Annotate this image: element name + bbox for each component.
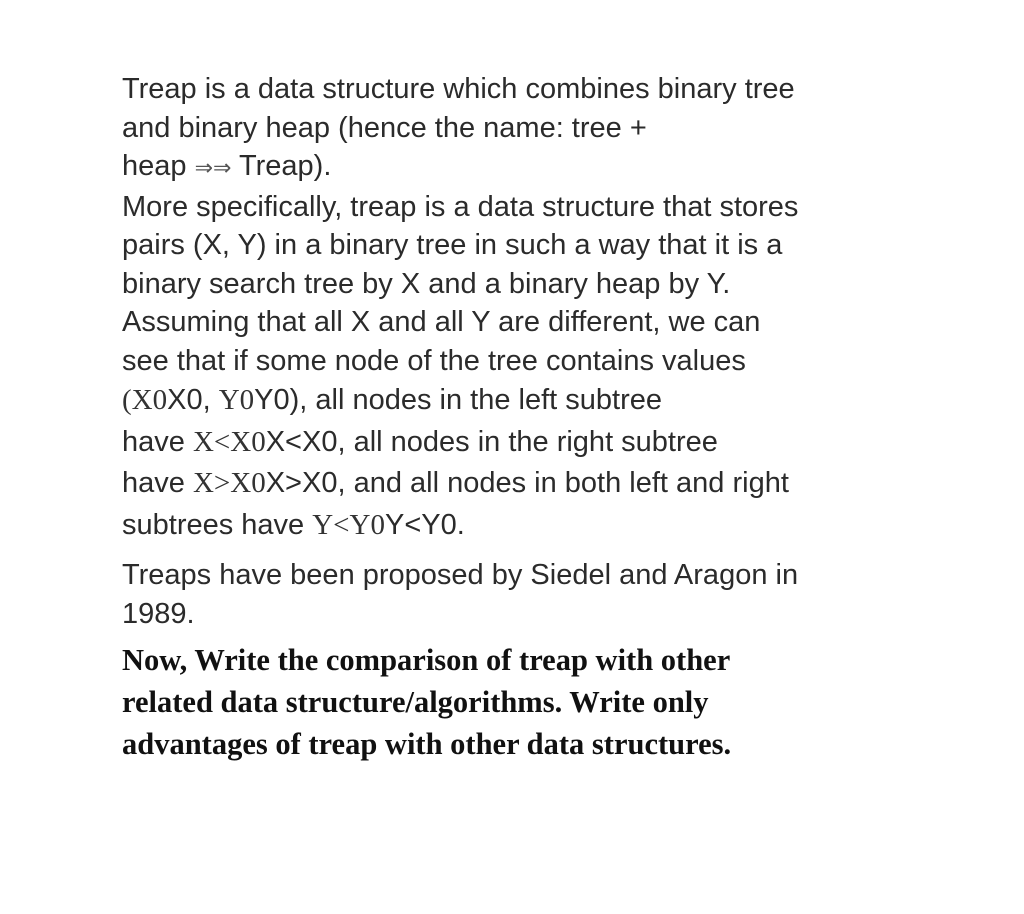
text-line <box>122 422 922 464</box>
intro-paragraph <box>122 70 922 188</box>
text-segment: Y0), all nodes in the left subtree <box>254 384 663 416</box>
text-line <box>122 380 922 422</box>
question-line: Now, Write the comparison of treap with other <box>122 643 731 677</box>
definition-paragraph <box>122 188 922 547</box>
math-expression: (X0 <box>122 384 168 416</box>
text-line <box>122 147 922 188</box>
text-line: More specifically, treap is a data structure that stores <box>122 190 799 223</box>
question-line: related data structure/algorithms. Write only <box>122 685 709 719</box>
text-segment: X0, <box>167 384 219 416</box>
math-expression: X>X0 <box>192 467 266 499</box>
history-paragraph <box>122 556 922 633</box>
text-line: pairs (X, Y) in a binary tree in such a way that it is a <box>122 229 783 261</box>
math-expression: Y<Y0 <box>312 508 385 541</box>
text-line: 1989. <box>122 597 195 630</box>
text-line: Treaps have been proposed by Siedel and Aragon in <box>122 559 799 591</box>
text-line: Assuming that all X and all Y are different, we can <box>122 306 761 338</box>
text-segment: X<X0, all nodes in the right subtree <box>265 425 718 458</box>
math-expression: Y0 <box>218 384 255 416</box>
text-segment: have <box>122 425 193 458</box>
question-line: advantages of treap with other data structures. <box>122 727 732 761</box>
text-line: binary search tree by X and a binary heap by Y. <box>122 267 731 300</box>
text-line: Treap is a data structure which combines binary tree <box>122 73 795 105</box>
text-segment: X>X0, and all nodes in both left and right <box>265 467 789 499</box>
text-line <box>122 463 922 505</box>
implies-arrows: ⇒⇒ <box>194 155 232 180</box>
question-prompt <box>122 639 922 765</box>
document-body <box>122 70 922 765</box>
text-line <box>122 505 922 547</box>
text-segment: Y<Y0. <box>384 508 465 541</box>
text-segment: have <box>122 467 193 499</box>
text-segment: heap <box>122 150 195 182</box>
text-line: and binary heap (hence the name: tree + <box>122 111 647 144</box>
text-segment: subtrees have <box>122 508 313 541</box>
text-segment: Treap). <box>231 150 332 182</box>
math-expression: X<X0 <box>192 425 266 458</box>
text-line: see that if some node of the tree contains values <box>122 344 746 377</box>
